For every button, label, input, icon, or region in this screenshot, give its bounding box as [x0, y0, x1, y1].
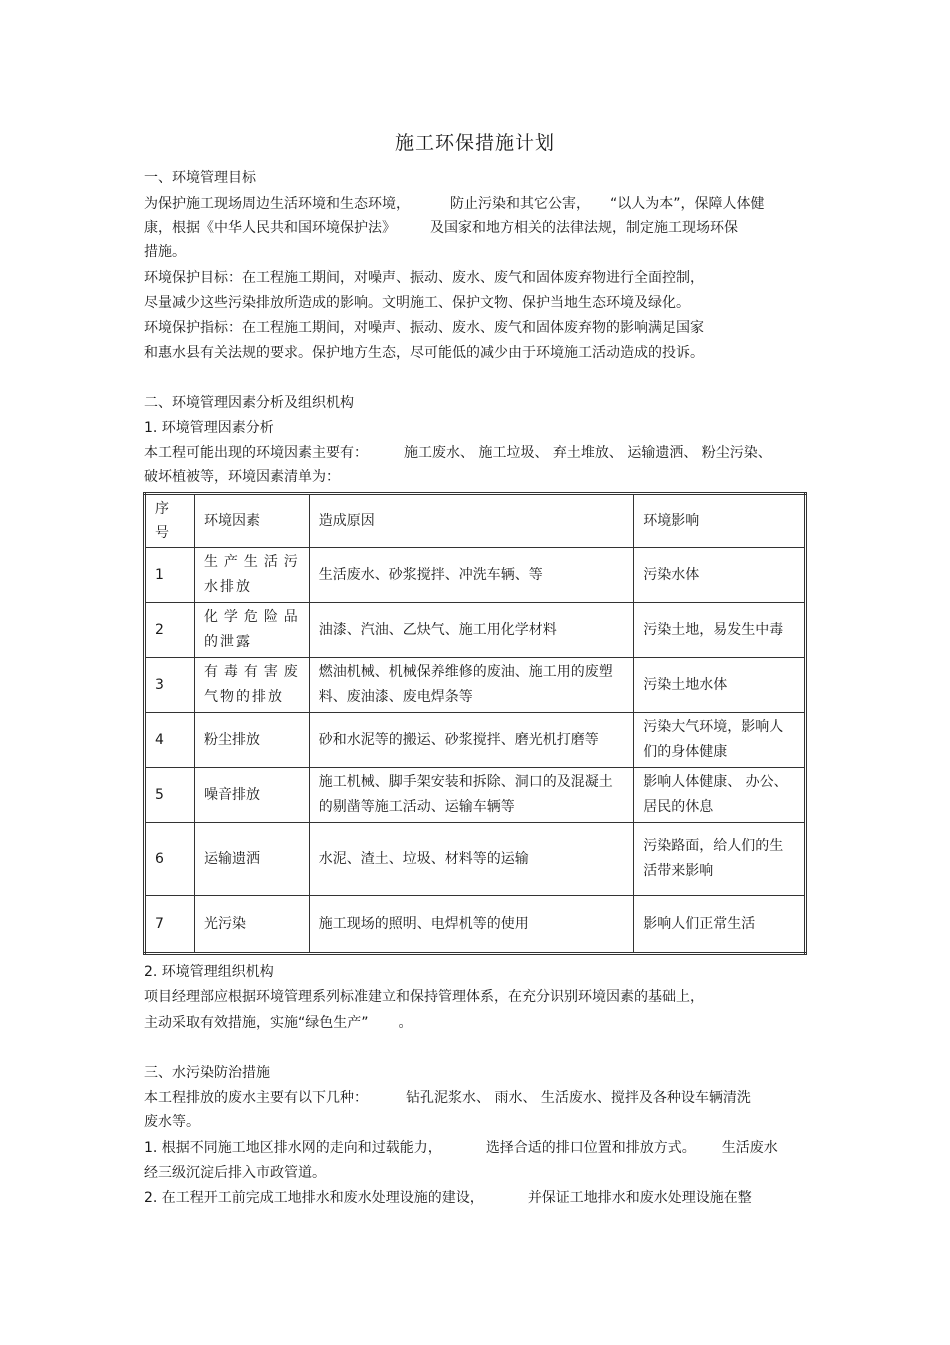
table-cell-factor — [194, 768, 309, 823]
section2-org-line2 — [144, 1013, 413, 1033]
text-segment: 主动采取有效措施，实施“绿色生产” — [144, 1015, 369, 1031]
factor-text: 粉尘排放 — [203, 731, 260, 748]
section1-paragraph2-line1: 环境保护目标：在工程施工期间，对噪声、振动、废水、废气和固体废弃物进行全面控制， — [144, 270, 704, 286]
table-row — [145, 548, 806, 603]
table-cell-impact: 污染路面，给人们的生活带来影响 — [634, 823, 806, 896]
table-cell-cause: 油漆、汽油、乙炔气、施工用化学材料 — [309, 603, 633, 658]
section1-paragraph1-line1 — [144, 194, 765, 214]
table-cell-cause: 生活废水、砂浆搅拌、冲洗车辆、等 — [309, 548, 633, 603]
table-header-cell: 环境影响 — [634, 494, 806, 548]
text-segment: “以人为本”，保障人体健 — [610, 196, 765, 212]
text-segment: 本工程排放的废水主要有以下几种： — [144, 1090, 368, 1106]
section3-item1-line1 — [144, 1138, 778, 1158]
table-cell-seq: 4 — [145, 713, 195, 768]
table-row — [145, 896, 806, 954]
table-cell-impact: 污染土地水体 — [634, 658, 806, 713]
factor-text: 光污染 — [203, 915, 246, 932]
table-cell-factor — [194, 896, 309, 954]
section2-intro-line2: 破坏植被等，环境因素清单为： — [144, 469, 340, 485]
table-cell-cause: 施工现场的照明、电焊机等的使用 — [309, 896, 633, 954]
document-title: 施工环保措施计划 — [394, 132, 555, 154]
text-segment: 1. 根据不同施工地区排水网的走向和过载能力， — [144, 1140, 442, 1156]
section2-org-line1: 项目经理部应根据环境管理系列标准建立和保持管理体系，在充分识别环境因素的基础上， — [144, 989, 704, 1005]
text-segment: 选择合适的排口位置和排放方式。 — [485, 1140, 696, 1156]
section2-subheading1: 1. 环境管理因素分析 — [144, 420, 274, 436]
text-segment: 。 — [398, 1015, 413, 1031]
section1-paragraph3-line2: 和惠水县有关法规的要求。保护地方生态，尽可能低的减少由于环境施工活动造成的投诉。 — [144, 345, 704, 361]
text-segment: 生活废水 — [721, 1140, 778, 1156]
factor-text: 有毒有害废气物的排放 — [203, 664, 300, 705]
table-cell-factor — [194, 823, 309, 896]
section1-paragraph1-line3: 措施。 — [144, 244, 186, 260]
section3-intro-line1 — [144, 1088, 751, 1108]
table-header-cell — [145, 494, 195, 548]
section2-intro-line1 — [144, 443, 772, 463]
section1-heading: 一、环境管理目标 — [144, 170, 256, 186]
table-header-cell: 造成原因 — [309, 494, 633, 548]
table-cell-impact: 污染水体 — [634, 548, 806, 603]
table-cell-impact: 污染大气环境，影响人们的身体健康 — [634, 713, 806, 768]
table-cell-impact: 影响人们正常生活 — [634, 896, 806, 954]
text-segment: 及国家和地方相关的法律法规，制定施工现场环保 — [430, 220, 738, 236]
table-cell-seq: 3 — [145, 658, 195, 713]
table-cell-factor — [194, 548, 309, 603]
section3-item2-line1 — [144, 1188, 752, 1208]
table-cell-factor — [194, 603, 309, 658]
table-cell-cause: 水泥、渣土、垃圾、材料等的运输 — [309, 823, 633, 896]
table-row — [145, 713, 806, 768]
table-header-row — [145, 494, 806, 548]
section3-item1-line2: 经三级沉淀后排入市政管道。 — [144, 1165, 326, 1181]
factor-text: 运输遗洒 — [203, 850, 260, 867]
text-segment: 为保护施工现场周边生活环境和生态环境， — [144, 196, 410, 212]
table-cell-impact: 污染土地，易发生中毒 — [634, 603, 806, 658]
table-cell-seq: 7 — [145, 896, 195, 954]
factor-text: 生产生活污水排放 — [203, 554, 300, 595]
table-cell-factor — [194, 658, 309, 713]
text-segment: 防止污染和其它公害， — [450, 196, 590, 212]
factor-text: 噪音排放 — [203, 786, 260, 803]
section2-subheading2: 2. 环境管理组织机构 — [144, 964, 274, 980]
table-cell-impact: 影响人体健康、 办公、居民的休息 — [634, 768, 806, 823]
factor-text: 化学危险品的泄露 — [203, 609, 300, 650]
section3-intro-line2: 废水等。 — [144, 1114, 200, 1130]
table-cell-seq: 2 — [145, 603, 195, 658]
section2-heading: 二、环境管理因素分析及组织机构 — [144, 395, 354, 411]
environmental-factors-table — [143, 492, 807, 955]
table-row — [145, 823, 806, 896]
table-cell-factor — [194, 713, 309, 768]
table-row — [145, 658, 806, 713]
table-cell-seq: 1 — [145, 548, 195, 603]
table-cell-cause: 施工机械、脚手架安装和拆除、洞口的及混凝土的剔凿等施工活动、运输车辆等 — [309, 768, 633, 823]
header-seq-label: 序号 — [155, 501, 169, 541]
section1-paragraph3-line1: 环境保护指标：在工程施工期间，对噪声、振动、废水、废气和固体废弃物的影响满足国家 — [144, 320, 704, 336]
text-segment: 并保证工地排水和废水处理设施在整 — [527, 1190, 752, 1206]
table-cell-seq: 5 — [145, 768, 195, 823]
table-row — [145, 768, 806, 823]
section1-paragraph2-line2: 尽量减少这些污染排放所造成的影响。文明施工、保护文物、保护当地生态环境及绿化。 — [144, 295, 690, 311]
section3-heading: 三、水污染防治措施 — [144, 1065, 270, 1081]
table-header-cell: 环境因素 — [194, 494, 309, 548]
text-segment: 本工程可能出现的环境因素主要有： — [144, 445, 368, 461]
text-segment: 2. 在工程开工前完成工地排水和废水处理设施的建设， — [144, 1190, 484, 1206]
table-cell-cause: 燃油机械、机械保养维修的废油、施工用的废塑料、废油漆、废电焊条等 — [309, 658, 633, 713]
text-segment: 康，根据《中华人民共和国环境保护法》 — [144, 220, 396, 236]
table-cell-cause: 砂和水泥等的搬运、砂浆搅拌、磨光机打磨等 — [309, 713, 633, 768]
section1-paragraph1-line2 — [144, 218, 738, 238]
table-row — [145, 603, 806, 658]
table-cell-seq: 6 — [145, 823, 195, 896]
text-segment: 施工废水、 施工垃圾、 弃土堆放、 运输遗洒、 粉尘污染、 — [404, 445, 772, 461]
text-segment: 钻孔泥浆水、 雨水、 生活废水、搅拌及各种设车辆清洗 — [406, 1090, 751, 1106]
